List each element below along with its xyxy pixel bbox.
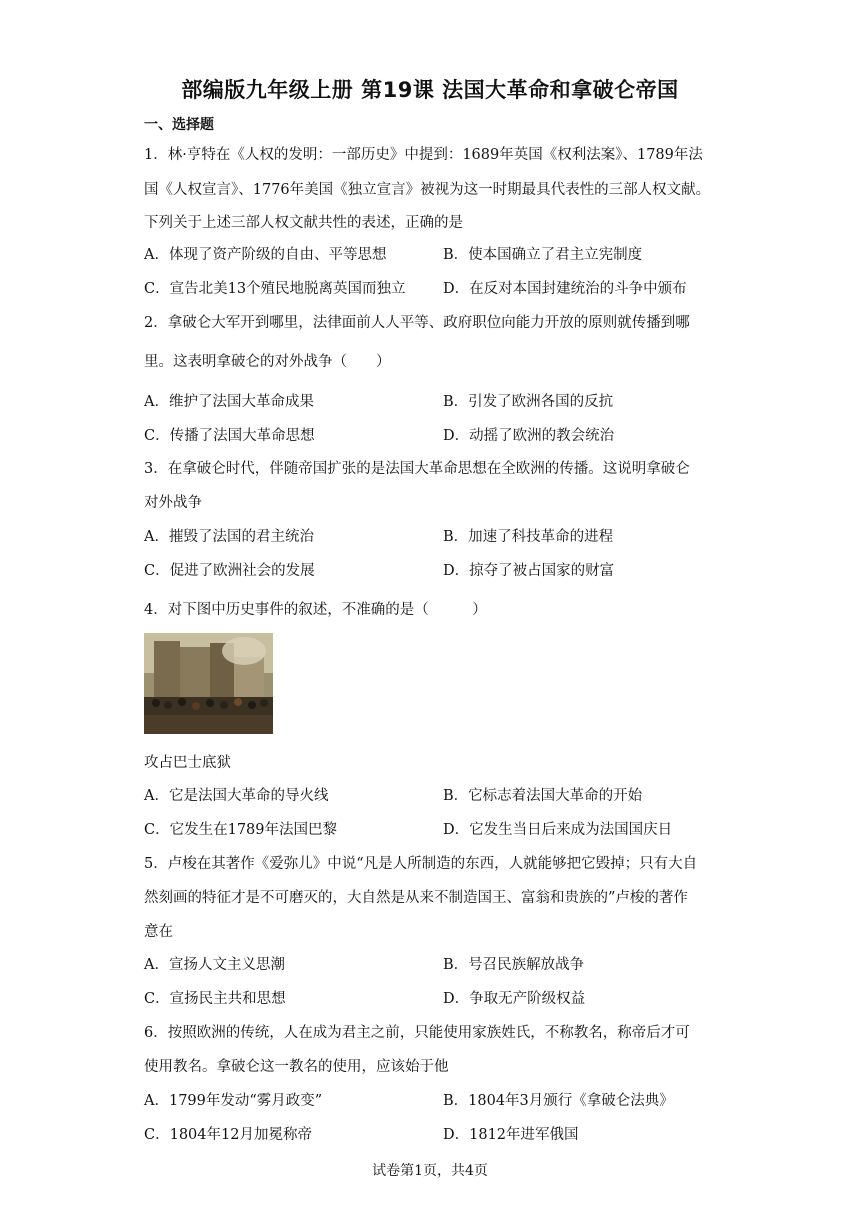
question-5-line-1: 5．卢梭在其著作《爱弥儿》中说“凡是人所制造的东西，人就能够把它毁掉；只有大自	[144, 856, 698, 872]
question-2-option-d: D．动摇了欧洲的教会统治	[443, 428, 615, 444]
question-2-option-b: B．引发了欧洲各国的反抗	[443, 394, 614, 410]
question-6-option-b: B．1804年3月颁行《拿破仑法典》	[443, 1093, 674, 1109]
question-3-line-1: 3．在拿破仑时代，伴随帝国扩张的是法国大革命思想在全欧洲的传播。这说明拿破仑	[144, 461, 690, 477]
question-1-line-1: 1．林·亨特在《人权的发明：一部历史》中提到：1689年英国《权利法案》、1789年法	[144, 147, 703, 163]
question-3-option-c: C．促进了欧洲社会的发展	[144, 563, 315, 579]
question-6-option-c: C．1804年12月加冕称帝	[144, 1127, 312, 1143]
question-4-option-d: D．它发生当日后来成为法国国庆日	[443, 822, 673, 838]
question-1-option-d: D．在反对本国封建统治的斗争中颁布	[443, 281, 687, 297]
question-2-line-1: 2．拿破仑大军开到哪里，法律面前人人平等、政府职位向能力开放的原则就传播到哪	[144, 315, 690, 331]
question-1-option-a: A．体现了资产阶级的自由、平等思想	[144, 247, 387, 263]
question-2-option-c: C．传播了法国大革命思想	[144, 428, 315, 444]
question-1-option-c: C．宣告北美13个殖民地脱离英国而独立	[144, 281, 406, 297]
question-1-line-2: 国《人权宣言》、1776年美国《独立宣言》被视为这一时期最具代表性的三部人权文献。	[144, 182, 711, 198]
question-3-option-b: B．加速了科技革命的进程	[443, 529, 614, 545]
question-5-line-3: 意在	[144, 924, 173, 940]
question-5-option-c: C．宣扬民主共和思想	[144, 991, 286, 1007]
question-3-line-2: 对外战争	[144, 495, 202, 511]
question-4-option-b: B．它标志着法国大革命的开始	[443, 788, 643, 804]
question-6-line-1: 6．按照欧洲的传统，人在成为君主之前，只能使用家族姓氏，不称教名，称帝后才可	[144, 1025, 690, 1041]
question-1-line-3: 下列关于上述三部人权文献共性的表述，正确的是	[144, 215, 463, 231]
question-3-option-d: D．掠夺了被占国家的财富	[443, 563, 615, 579]
question-4-image-caption: 攻占巴士底狱	[144, 755, 231, 771]
question-3-option-a: A．摧毁了法国的君主统治	[144, 529, 314, 545]
question-5-option-d: D．争取无产阶级权益	[443, 991, 586, 1007]
page-footer: 试卷第1页，共4页	[372, 1163, 488, 1179]
question-4-option-a: A．它是法国大革命的导火线	[144, 788, 329, 804]
question-4-line-1: 4．对下图中历史事件的叙述，不准确的是（ ）	[144, 602, 487, 618]
question-6-line-2: 使用教名。拿破仑这一教名的使用，应该始于他	[144, 1059, 449, 1075]
question-4-option-c: C．它发生在1789年法国巴黎	[144, 822, 337, 838]
page-title: 部编版九年级上册 第19课 法国大革命和拿破仑帝国	[181, 78, 679, 102]
question-5-option-a: A．宣扬人文主义思潮	[144, 957, 285, 973]
question-5-option-b: B．号召民族解放战争	[443, 957, 585, 973]
question-2-line-2: 里。这表明拿破仑的对外战争（ ）	[144, 354, 391, 370]
bastille-storming-image	[144, 633, 273, 734]
question-6-option-a: A．1799年发动“雾月政变”	[144, 1093, 323, 1109]
question-6-option-d: D．1812年进军俄国	[443, 1127, 579, 1143]
bastille-painting-illustration	[144, 633, 273, 734]
question-2-option-a: A．维护了法国大革命成果	[144, 394, 314, 410]
question-5-line-2: 然刻画的特征才是不可磨灭的，大自然是从来不制造国王、富翁和贵族的”卢梭的著作	[144, 890, 688, 906]
question-1-option-b: B．使本国确立了君主立宪制度	[443, 247, 643, 263]
section-heading: 一、选择题	[144, 117, 214, 133]
